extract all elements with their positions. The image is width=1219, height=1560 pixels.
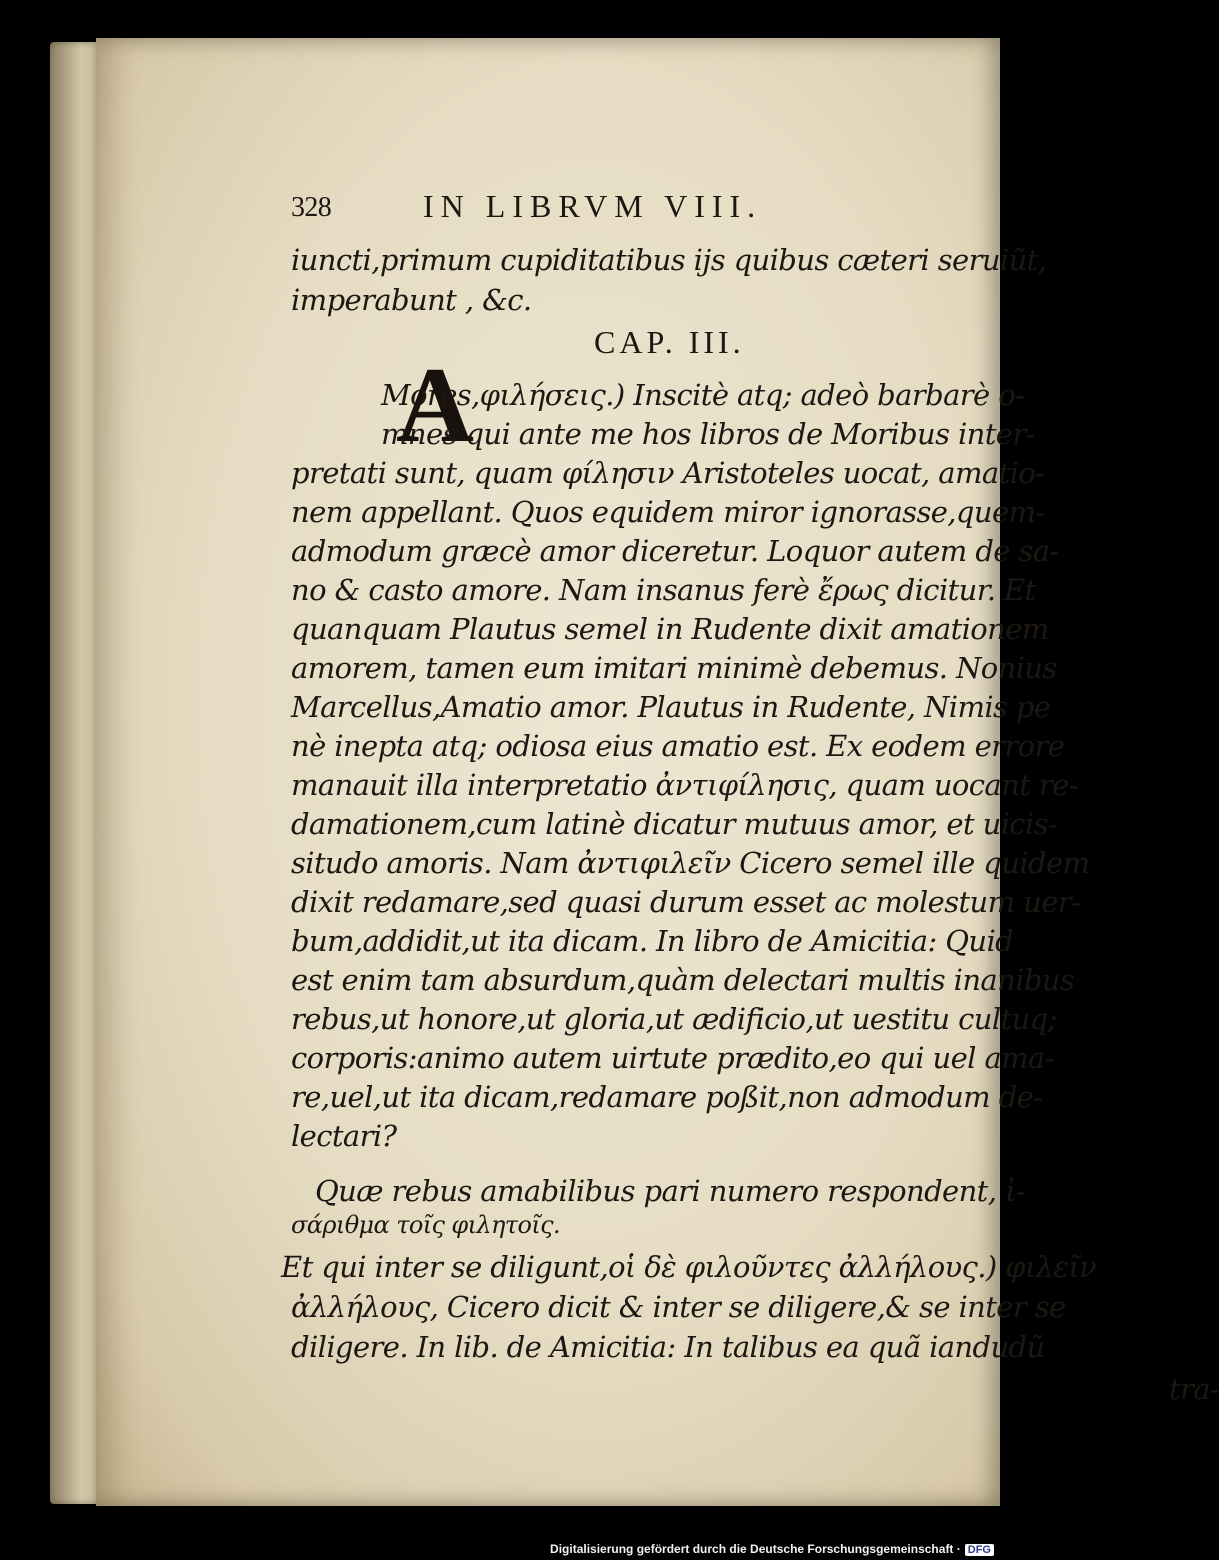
text-line: est enim tam absurdum,quàm delectari multis inanibus <box>291 963 1075 997</box>
text-line: amorem, tamen eum imitari minimè debemus. Nonius <box>291 651 1057 685</box>
text-line: lectari? <box>291 1119 397 1153</box>
text-line: Et qui inter se diligunt,οἱ δὲ φιλοῦντες ἀλλήλους.) φιλεῖν <box>281 1250 1097 1284</box>
text-line: re,uel,ut ita dicam,redamare poßit,non admodum de- <box>291 1080 1043 1114</box>
text-line: Quæ rebus amabilibus pari numero respondent, ἰ- <box>315 1174 1025 1208</box>
text-line: Marcellus,Amatio amor. Plautus in Rudente, Nimis pe <box>291 690 1051 724</box>
running-head <box>291 188 991 228</box>
text-line: nem appellant. Quos equidem miror ignorasse,quem- <box>291 495 1045 529</box>
text-line: manauit illa interpretatio ἀντιφίλησις, quam uocant re- <box>291 768 1078 802</box>
chapter-heading: CAP. III. <box>594 324 745 360</box>
page-number: 328 <box>291 192 332 223</box>
text-line: nè inepta atq; odiosa eius amatio est. Ex eodem errore <box>291 729 1065 763</box>
drop-cap-initial: A <box>396 346 474 465</box>
page-sheet <box>96 38 1219 1506</box>
text-line: bum,addidit,ut ita dicam. In libro de Amicitia: Quid <box>291 924 1014 958</box>
text-line: quanquam Plautus semel in Rudente dixit amationem <box>291 612 1049 646</box>
dfg-logo: DFG <box>965 1544 994 1556</box>
text-line: corporis:animo autem uirtute prædito,eo qui uel ama- <box>291 1041 1054 1075</box>
text-line: ἀλλήλους, Cicero dicit & inter se diligere,& se inter se <box>291 1290 1066 1324</box>
catchword: tra- <box>1169 1372 1219 1406</box>
text-line: Mores,φιλήσεις.) Inscitè atq; adeò barbarè o- <box>381 378 1025 412</box>
text-line: diligere. In lib. de Amicitia: In talibus ea quã iandudũ <box>291 1330 1045 1364</box>
text-line: imperabunt , &c. <box>291 283 532 317</box>
text-line: mnes qui ante me hos libros de Moribus inter- <box>381 417 1035 451</box>
text-line: rebus,ut honore,ut gloria,ut ædificio,ut uestitu cultuq; <box>291 1002 1057 1036</box>
text-line: σάριθμα τοῖς φιλητοῖς. <box>291 1211 561 1239</box>
book-fore-edge <box>50 42 102 1504</box>
text-line: pretati sunt, quam φίλησιν Aristoteles uocat, amatio- <box>291 456 1045 490</box>
digitization-credit <box>550 1542 994 1556</box>
text-line: situdo amoris. Nam ἀντιφιλεῖν Cicero semel ille quidem <box>291 846 1090 880</box>
text-line: dixit redamare,sed quasi durum esset ac molestum uer- <box>291 885 1081 919</box>
text-line: damationem,cum latinè dicatur mutuus amor, et uicis- <box>291 807 1058 841</box>
credit-text: Digitalisierung gefördert durch die Deutsche Forschungsgemeinschaft · <box>550 1542 961 1556</box>
running-title: IN LIBRVM VIII. <box>423 188 763 224</box>
text-line: admodum græcè amor diceretur. Loquor autem de sa- <box>291 534 1059 568</box>
text-line: iuncti,primum cupiditatibus ijs quibus cæteri seruiũt, <box>291 243 1047 277</box>
text-line: no & casto amore. Nam insanus ferè ἔρως dicitur. Et <box>291 573 1036 607</box>
